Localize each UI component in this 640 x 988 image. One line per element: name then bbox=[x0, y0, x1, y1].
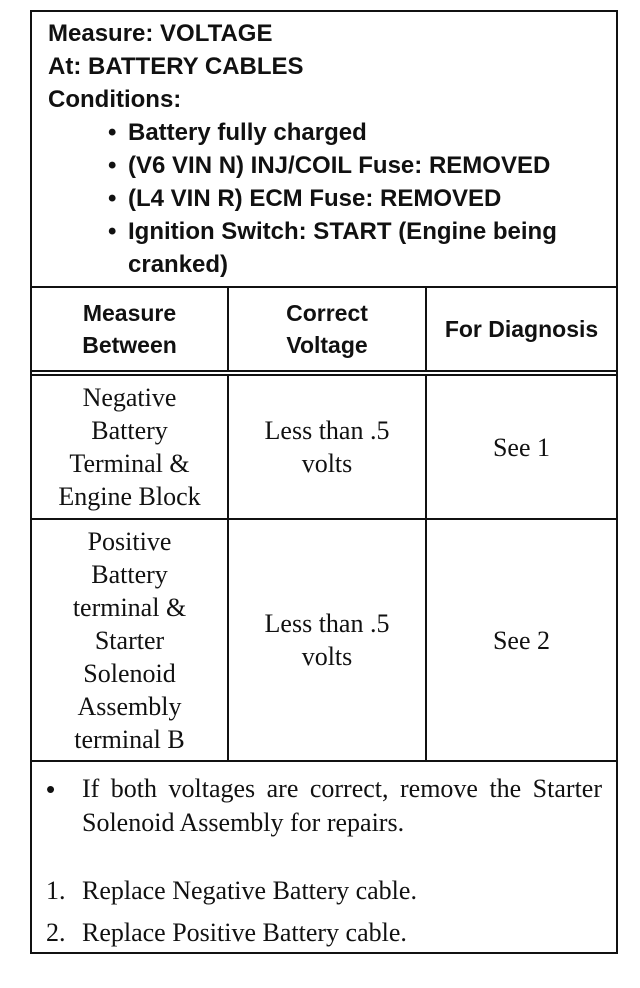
column-header-for-diagnosis: For Diagnosis bbox=[426, 288, 616, 373]
column-header-correct-voltage: Correct Voltage bbox=[228, 288, 426, 373]
list-item bbox=[46, 916, 602, 958]
bullet-icon: • bbox=[46, 774, 56, 804]
step-number: 1. bbox=[46, 876, 66, 905]
condition-item: • Ignition Switch: START (Engine being cranked) bbox=[108, 215, 578, 281]
note-bullet bbox=[46, 772, 602, 840]
list-item bbox=[46, 874, 602, 916]
diagnostic-chart-frame bbox=[30, 10, 618, 954]
condition-item: • (L4 VIN R) ECM Fuse: REMOVED bbox=[108, 182, 578, 215]
measurement-header bbox=[32, 12, 616, 288]
cell-correct-voltage: Less than .5 volts bbox=[228, 519, 426, 761]
voltage-table bbox=[32, 288, 616, 762]
condition-item: • Battery fully charged bbox=[108, 116, 578, 149]
cell-measure-between: Positive Battery terminal & Starter Solenoid Assembly terminal B bbox=[32, 519, 228, 761]
cell-measure-between: Negative Battery Terminal & Engine Block bbox=[32, 373, 228, 519]
numbered-steps bbox=[46, 874, 602, 958]
location-label: At: BATTERY CABLES bbox=[48, 53, 304, 80]
step-number: 2. bbox=[46, 918, 66, 947]
cell-for-diagnosis: See 1 bbox=[426, 373, 616, 519]
column-header-measure-between: Measure Between bbox=[32, 288, 228, 373]
step-text: Replace Negative Battery cable. bbox=[82, 876, 417, 905]
cell-correct-voltage: Less than .5 volts bbox=[228, 373, 426, 519]
note-bullet-text: If both voltages are correct, remove the Starter Solenoid Assembly for repairs. bbox=[82, 774, 602, 837]
cell-for-diagnosis: See 2 bbox=[426, 519, 616, 761]
condition-item: • (V6 VIN N) INJ/COIL Fuse: REMOVED bbox=[108, 149, 578, 182]
step-text: Replace Positive Battery cable. bbox=[82, 918, 407, 947]
measure-label: Measure: VOLTAGE bbox=[48, 20, 273, 47]
table-row bbox=[32, 519, 616, 761]
conditions-label: Conditions: bbox=[48, 86, 182, 113]
conditions-list bbox=[48, 116, 616, 281]
table-row bbox=[32, 373, 616, 519]
table-header-row bbox=[32, 288, 616, 373]
diagnosis-notes bbox=[32, 762, 616, 958]
